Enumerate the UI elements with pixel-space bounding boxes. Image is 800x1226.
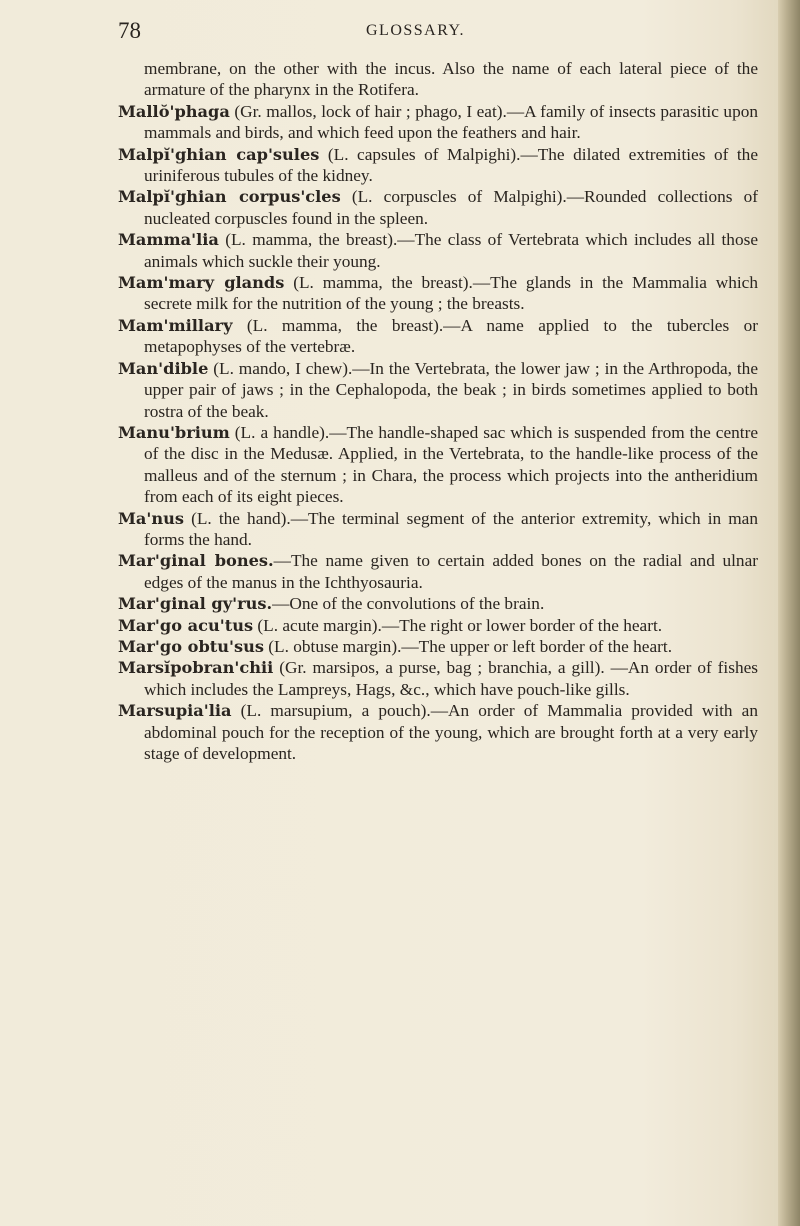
entry-definition: (L. mamma, the breast).—The class of Vertebrata which includes all those animals which suckle their young.	[144, 230, 758, 271]
glossary-entry	[118, 508, 758, 551]
entry-definition: (L. marsupium, a pouch).—An order of Mammalia provided with an abdominal pouch for the reception of the young, which are brought forth at a very early stage of development.	[144, 701, 758, 763]
glossary-entry	[118, 550, 758, 593]
entry-headword: Ma'nus	[118, 508, 185, 528]
glossary-entry	[118, 229, 758, 272]
glossary-entry	[118, 186, 758, 229]
glossary-entry	[118, 144, 758, 187]
glossary-entry	[118, 101, 758, 144]
entry-definition: —One of the convolutions of the brain.	[272, 594, 545, 614]
glossary-entry	[118, 593, 758, 614]
entry-headword: Mamma'lia	[118, 230, 219, 250]
entry-definition: (L. capsules of Malpighi).—The dilated extremities of the uriniferous tubules of the kidney.	[144, 144, 758, 186]
glossary-entry	[118, 272, 758, 315]
continuation-text: membrane, on the other with the incus. Also the name of each lateral piece of the armature of the pharynx in the Rotifera.	[144, 59, 758, 100]
glossary-entry	[118, 615, 758, 636]
entry-definition: (L. mamma, the breast).—A name applied to the tubercles or metapophyses of the vertebræ.	[144, 315, 758, 357]
glossary-entry	[118, 358, 758, 422]
entry-definition: (L. a handle).—The handle-shaped sac which is suspended from the centre of the disc in the Medusæ. Applied, in the Vertebrata, to the handle-like process of the malleus and of the sternum ; in Chara, the process which projects into the antheridium from each of its eight pieces.	[144, 422, 758, 507]
glossary-entries	[118, 58, 758, 764]
entry-headword: Malpĭ'ghian corpus'cles	[118, 187, 341, 207]
glossary-entry	[118, 636, 758, 657]
glossary-entry	[118, 657, 758, 700]
entry-definition: (Gr. mallos, lock of hair ; phago, I eat).—A family of insects parasitic upon mammals and birds, and which feed upon the feathers and hair.	[144, 101, 758, 143]
page-number: 78	[118, 18, 141, 43]
glossary-entry	[118, 422, 758, 508]
entry-definition: (L. obtuse margin).—The upper or left border of the heart.	[263, 636, 673, 656]
page-header	[118, 18, 758, 44]
entry-headword: Man'dible	[118, 358, 209, 378]
entry-definition: (Gr. marsipos, a purse, bag ; branchia, a gill). —An order of fishes which includes the Lampreys, Hags, &c., which have pouch-like gills.	[144, 658, 758, 699]
entry-headword: Mam'millary	[118, 315, 233, 335]
entry-definition: (L. mamma, the breast).—The glands in the Mammalia which secrete milk for the nutrition of the young ; the breasts.	[144, 273, 758, 314]
glossary-entry	[118, 315, 758, 358]
entry-headword: Manu'brium	[118, 422, 230, 442]
page-edge-shadow	[778, 0, 800, 1226]
entry-headword: Marsupia'lia	[118, 701, 232, 721]
entry-definition: (L. the hand).—The terminal segment of the anterior extremity, which in man forms the hand.	[144, 508, 758, 549]
glossary-entry	[118, 700, 758, 764]
entry-definition: —The name given to certain added bones on the radial and ulnar edges of the manus in the Ichthyosauria.	[144, 551, 758, 592]
entry-headword: Mar'go obtu'sus	[118, 636, 264, 656]
entry-definition: (L. mando, I chew).—In the Vertebrata, the lower jaw ; in the Arthropoda, the upper pair of jaws ; in the Cephalopoda, the beak ; in birds sometimes applied to both rostra of the beak.	[144, 358, 758, 421]
entry-headword: Mar'ginal gy'rus.	[118, 594, 273, 614]
entry-headword: Mallŏ'phaga	[118, 101, 230, 121]
entry-headword: Mar'ginal bones.	[118, 551, 274, 571]
entry-definition: (L. corpuscles of Malpighi).—Rounded collections of nucleated corpuscles found in the spleen.	[144, 187, 759, 228]
running-title: GLOSSARY.	[366, 22, 466, 39]
entry-headword: Mar'go acu'tus	[118, 615, 254, 635]
entry-definition: (L. acute margin).—The right or lower border of the heart.	[253, 615, 663, 635]
entry-headword: Malpĭ'ghian cap'sules	[118, 144, 320, 164]
entry-headword: Marsĭpobran'chii	[118, 658, 274, 678]
entry-headword: Mam'mary glands	[118, 273, 285, 293]
